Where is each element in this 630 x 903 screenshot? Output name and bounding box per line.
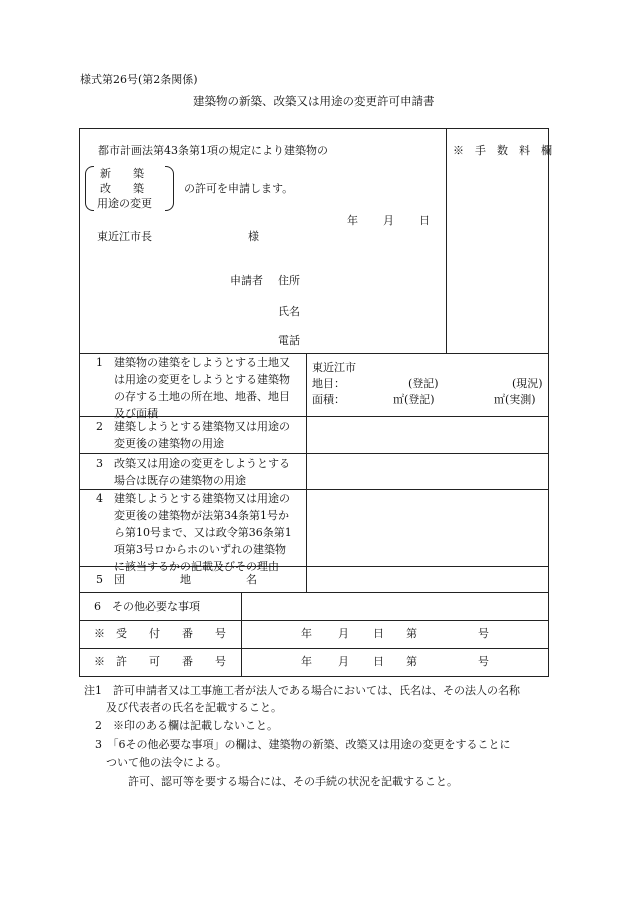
item-3-number: 3 [96, 457, 103, 470]
receipt-month: 月 [338, 627, 349, 640]
receipt-number-label: ※ 受 付 番 号 [94, 627, 226, 640]
applicant-name-label: 氏名 [278, 305, 300, 318]
note-1-cont: 及び代表者の氏名を記載すること。 [84, 701, 282, 714]
item-1-area-label: 面積： [312, 393, 345, 406]
item-4-label: 建築しようとする建築物又は用途の 変更後の建築物が法第34条第1号か ら第10号まで、又は政令第36条第1 項第3号ロからホのいずれの建築物 に該当するかの記載及びその理由 [114, 492, 292, 573]
item-1-number: 1 [96, 356, 103, 369]
permit-day: 日 [373, 655, 384, 668]
right-bracket [165, 166, 174, 211]
item-1-current: (現況) [512, 377, 543, 390]
note-3-cont: ついて他の法令による。 [84, 756, 227, 769]
date-year: 年 [347, 214, 358, 227]
applicant-label: 申請者 [230, 274, 263, 287]
choice-change-use: 用途の変更 [97, 197, 152, 210]
item-6-label: 6 その他必要な事項 [94, 600, 200, 613]
note-3: 3 「6その他必要な事項」の欄は、建築物の新築、改築又は用途の変更をすることに [84, 738, 511, 751]
item-1-city: 東近江市 [312, 361, 356, 374]
note-1: 注1 許可申請者又は工事施工者が法人である場合においては、氏名は、その法人の名称 [84, 684, 520, 697]
applicant-address-label: 住所 [278, 274, 300, 287]
item-1-registered: (登記) [408, 377, 439, 390]
item-2-number: 2 [96, 420, 103, 433]
form-title: 建築物の新築、改築又は用途の変更許可申請書 [193, 94, 435, 108]
permit-month: 月 [338, 655, 349, 668]
item-5-label: 団 地 名 [114, 573, 257, 586]
item-1-area-registered: ㎡(登記) [393, 393, 435, 406]
note-3-extra: 許可、認可等を要する場合には、その手続の状況を記載すること。 [84, 775, 458, 788]
applicant-phone-label: 電話 [278, 334, 300, 347]
lower-column-divider [241, 592, 242, 677]
item-5-number: 5 [96, 573, 103, 586]
receipt-go: 号 [478, 627, 489, 640]
left-bracket [85, 166, 94, 211]
choice-new-build: 新 築 [100, 167, 144, 180]
date-month: 月 [383, 214, 394, 227]
item-3-label: 改築又は用途の変更をしようとする 場合は既存の建築物の用途 [114, 457, 290, 487]
note-2: 2 ※印のある欄は記載しないこと。 [84, 719, 278, 732]
intro-line: 都市計画法第43条第1項の規定により建築物の [98, 144, 328, 157]
date-day: 日 [419, 214, 430, 227]
addressee: 東近江市長 [97, 230, 152, 243]
choice-rebuild: 改 築 [100, 182, 144, 195]
form-number: 様式第26号(第2条関係) [80, 73, 198, 86]
fee-column-divider [446, 128, 447, 353]
permit-number-label: ※ 許 可 番 号 [94, 655, 226, 668]
item-2-label: 建築しようとする建築物又は用途の 変更後の建築物の用途 [114, 420, 290, 450]
item-1-chimoku-label: 地目： [312, 377, 345, 390]
permit-year: 年 [301, 655, 312, 668]
permit-go: 号 [478, 655, 489, 668]
item-1-label: 建築物の建築をしようとする土地又 は用途の変更をしようとする建築物 の存する土地の所在地、地番、地目 及び面積 [114, 356, 290, 420]
apply-text: の許可を申請します。 [184, 182, 294, 195]
item-4-number: 4 [96, 492, 103, 505]
fee-column-label: ※ 手 数 料 欄 [453, 144, 552, 157]
permit-dai: 第 [406, 655, 417, 668]
receipt-year: 年 [301, 627, 312, 640]
receipt-day: 日 [373, 627, 384, 640]
addressee-honorific: 様 [248, 230, 259, 243]
item-1-area-measured: ㎡(実測) [494, 393, 536, 406]
label-column-divider [306, 353, 307, 592]
receipt-dai: 第 [406, 627, 417, 640]
